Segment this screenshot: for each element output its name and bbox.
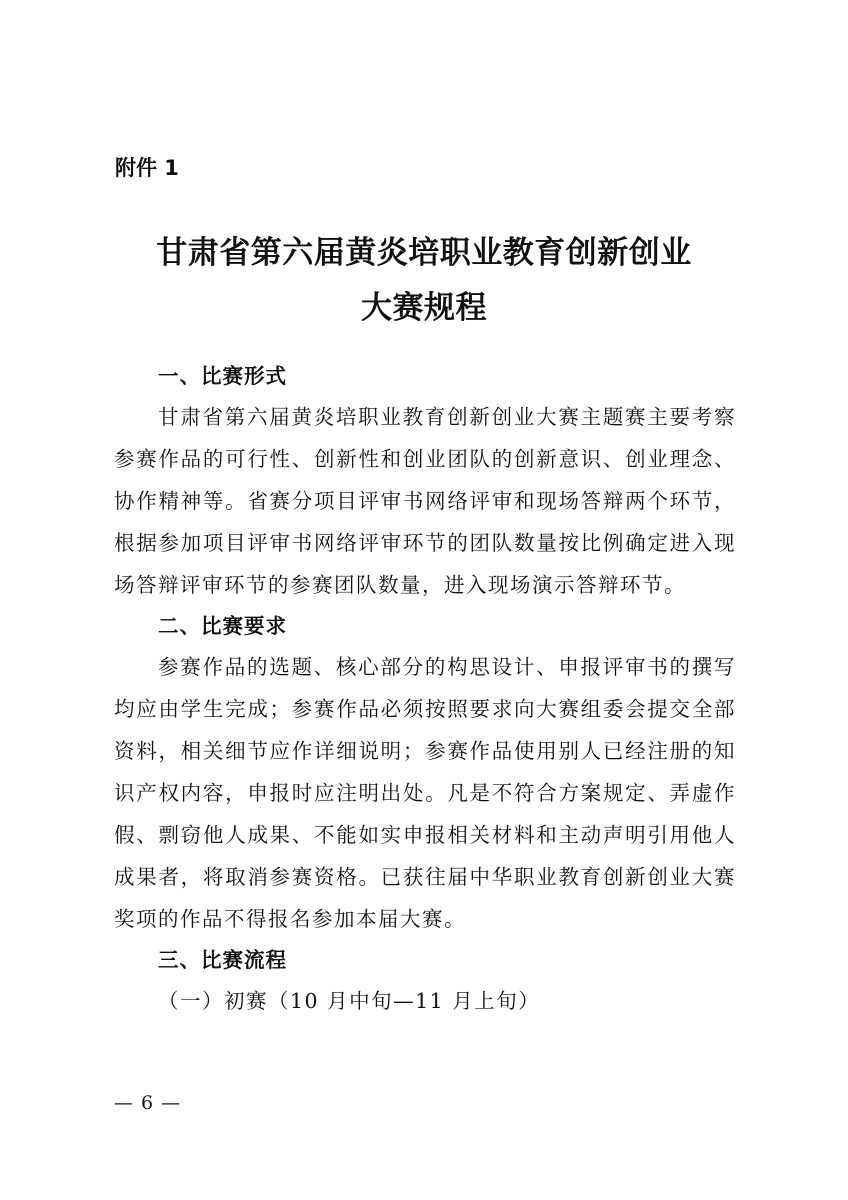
document-title — [0, 226, 848, 336]
subheading-preliminary-round: （一）初赛（10 月中旬—11 月上旬） — [158, 989, 541, 1013]
page-number: — 6 — — [114, 1092, 182, 1114]
attachment-label: 附件 1 — [115, 156, 179, 180]
section-paragraph-competition-format: 甘肃省第六届黄炎培职业教育创新创业大赛主题赛主要考察参赛作品的可行性、创新性和创业团队的创新意识、创业理念、协作精神等。省赛分项目评审书网络评审和现场答辩两个环节，根据参加项目评审书网络评审环节的团队数量按比例确定进入现场答辩评审环节的参赛团队数量，进入现场演示答辩环节。 — [114, 405, 736, 597]
title-line-1: 甘肃省第六届黄炎培职业教育创新创业 — [156, 235, 692, 271]
section-paragraph-competition-requirements: 参赛作品的选题、核心部分的构思设计、申报评审书的撰写均应由学生完成；参赛作品必须按照要求向大赛组委会提交全部资料，相关细节应作详细说明；参赛作品使用别人已经注册的知识产权内容，申报时应注明出处。凡是不符合方案规定、弄虚作假、剽窃他人成果、不能如实申报相关材料和主动声明引用他人成果者，将取消参赛资格。已获往届中华职业教育创新创业大赛奖项的作品不得报名参加本届大赛。 — [114, 655, 736, 931]
document-body — [114, 356, 736, 1022]
section-heading-competition-process: 三、比赛流程 — [158, 948, 287, 972]
section-heading-competition-requirements: 二、比赛要求 — [158, 614, 287, 638]
section-heading-competition-format: 一、比赛形式 — [158, 364, 287, 388]
title-line-2: 大赛规程 — [361, 290, 487, 326]
